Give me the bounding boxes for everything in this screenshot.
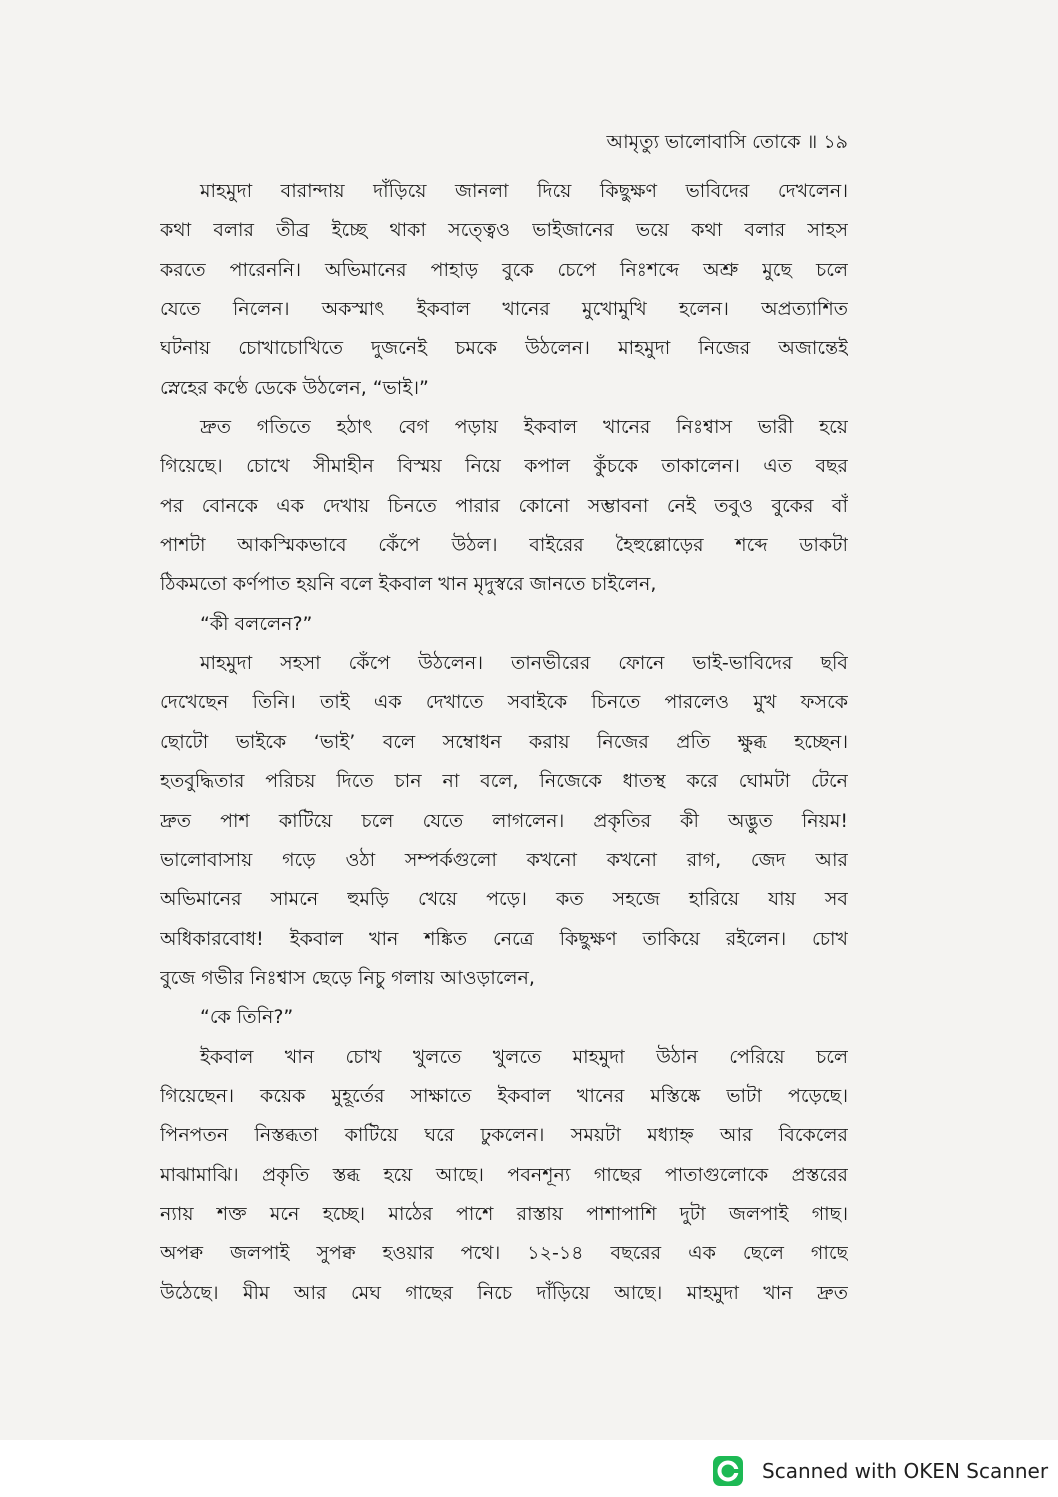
text-line: উঠেছে। মীম আর মেঘ গাছের নিচে দাঁড়িয়ে আছে। মাহমুদা খান দ্রুত [160, 1281, 848, 1304]
body-text [160, 172, 848, 1313]
text-line: ভালোবাসায় গড়ে ওঠা সম্পর্কগুলো কখনো কখনো রাগ, জেদ আর [160, 848, 848, 871]
text-line: যেতে নিলেন। অকস্মাৎ ইকবাল খানের মুখোমুখি হলেন। অপ্রত্যাশিত [160, 298, 848, 321]
text-line: হতবুদ্ধিতার পরিচয় দিতে চান না বলে, নিজেকে ধাতস্থ করে ঘোমটা টেনে [160, 770, 848, 793]
text-line: বুজে গভীর নিঃশ্বাস ছেড়ে নিচু গলায় আওড়ালেন, [160, 966, 535, 989]
text-line: পিনপতন নিস্তব্ধতা কাটিয়ে ঘরে ঢুকলেন। সময়টা মধ্যাহ্ন আর বিকেলের [160, 1124, 848, 1147]
text-line: গিয়েছেন। কয়েক মুহূর্তের সাক্ষাতে ইকবাল খানের মস্তিষ্কে ভাটা পড়েছে। [160, 1084, 848, 1107]
text-line: ইকবাল খান চোখ খুলতে খুলতে মাহমুদা উঠান পেরিয়ে চলে [200, 1045, 848, 1068]
text-line: ছোটো ভাইকে ‘ভাই’ বলে সম্বোধন করায় নিজের প্রতি ক্ষুব্ধ হচ্ছেন। [160, 730, 848, 753]
text-line: করতে পারেননি। অভিমানের পাহাড় বুকে চেপে নিঃশব্দে অশ্রু মুছে চলে [160, 258, 848, 281]
text-line: পাশটা আকস্মিকভাবে কেঁপে উঠল। বাইরের হৈহুল্লোড়ের শব্দে ডাকটা [160, 534, 848, 557]
text-line: অধিকারবোধ! ইকবাল খান শঙ্কিত নেত্রে কিছুক্ষণ তাকিয়ে রইলেন। চোখ [160, 927, 848, 950]
text-line: “কী বললেন?” [200, 612, 313, 635]
text-line: অভিমানের সামনে হুমড়ি খেয়ে পড়ে। কত সহজে হারিয়ে যায় সব [160, 888, 848, 911]
text-line: পর বোনকে এক দেখায় চিনতে পারার কোনো সম্ভাবনা নেই তবুও বুকের বাঁ [160, 494, 848, 517]
oken-scanner-logo-icon [712, 1455, 744, 1487]
text-line: ঘটনায় চোখাচোখিতে দুজনেই চমকে উঠলেন। মাহমুদা নিজের অজান্তেই [160, 337, 848, 360]
running-header: আমৃত্যু ভালোবাসি তোকে ॥ ১৯ [606, 131, 848, 153]
text-line: ন্যায় শক্ত মনে হচ্ছে। মাঠের পাশে রাস্তায় পাশাপাশি দুটা জলপাই গাছ। [160, 1202, 848, 1225]
text-line: অপক্ব জলপাই সুপক্ব হওয়ার পথে। ১২-১৪ বছরের এক ছেলে গাছে [160, 1242, 848, 1265]
text-line: দেখেছেন তিনি। তাই এক দেখাতে সবাইকে চিনতে পারলেও মুখ ফসকে [160, 691, 848, 714]
text-line: “কে তিনি?” [200, 1006, 294, 1029]
scanner-watermark-text: Scanned with OKEN Scanner [762, 1459, 1049, 1483]
text-line: স্নেহের কণ্ঠে ডেকে উঠলেন, “ভাই।” [160, 376, 429, 399]
text-line: মাহমুদা সহসা কেঁপে উঠলেন। তানভীরের ফোনে ভাই-ভাবিদের ছবি [200, 652, 848, 675]
text-line: দ্রুত পাশ কাটিয়ে চলে যেতে লাগলেন। প্রকৃতির কী অদ্ভুত নিয়ম! [160, 809, 848, 832]
text-line: মাহমুদা বারান্দায় দাঁড়িয়ে জানলা দিয়ে কিছুক্ষণ ভাবিদের দেখলেন। [200, 180, 848, 202]
text-line: গিয়েছে। চোখে সীমাহীন বিস্ময় নিয়ে কপাল কুঁচকে তাকালেন। এত বছর [160, 455, 848, 478]
text-line: দ্রুত গতিতে হঠাৎ বেগ পড়ায় ইকবাল খানের নিঃশ্বাস ভারী হয়ে [200, 416, 848, 439]
text-line: কথা বলার তীব্র ইচ্ছে থাকা সত্ত্বেও ভাইজানের ভয়ে কথা বলার সাহস [160, 219, 848, 242]
text-line: ঠিকমতো কর্ণপাত হয়নি বলে ইকবাল খান মৃদুস্বরে জানতে চাইলেন, [160, 573, 657, 596]
text-line: মাঝামাঝি। প্রকৃতি স্তব্ধ হয়ে আছে। পবনশূন্য গাছের পাতাগুলোকে প্রস্তরের [160, 1163, 848, 1186]
